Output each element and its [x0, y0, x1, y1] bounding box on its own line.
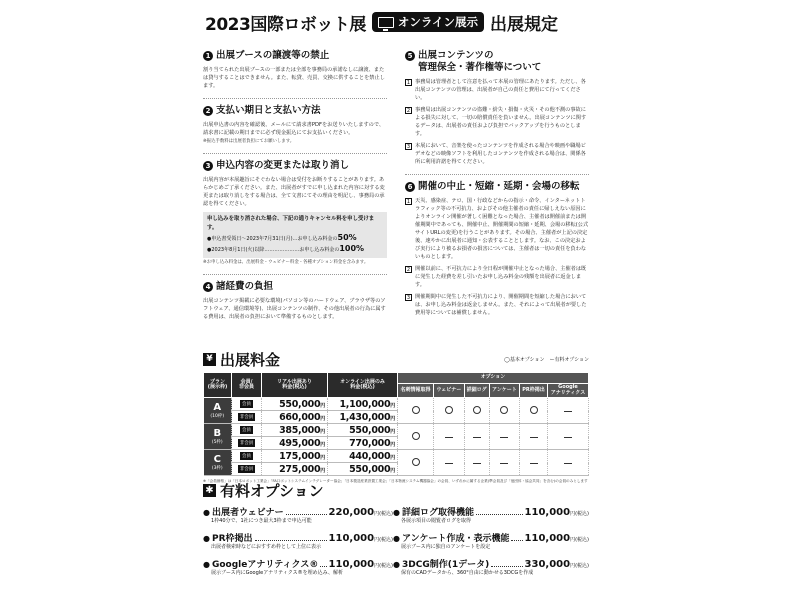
option-price: 220,000 [328, 507, 375, 518]
bullet-icon: ● [393, 560, 400, 569]
online-badge [372, 12, 484, 32]
paid-dash-icon [564, 437, 572, 438]
section-title: 出展コンテンツの 管理保全・著作権等について [418, 50, 542, 73]
cancel-pct-2: 100% [339, 244, 365, 253]
plan-sub: (10枠) [210, 414, 225, 419]
option-line [393, 557, 589, 570]
fees-title: 出展料金 [220, 350, 281, 369]
item-text: 本展において、音楽を使ったコンテンツを作成される場合や映画や職場ビデオなどの映像ソフトを利用したコンテンツを作成される場合は、関係各所に利用許諾を得てください。 [415, 143, 586, 165]
dotted-leader [491, 566, 522, 567]
dotted-leader [320, 566, 326, 567]
section-body: 割り当てられた出展ブースの一部または全部を事務局の承諾なしに譲渡、または貸与することはできません。また、転貸、売買、交換に供することを禁止します。 [203, 67, 385, 89]
option-name: 詳細ログ取得機能 [401, 508, 474, 518]
col-header-opt: Google アナリティクス [547, 384, 588, 398]
section-6 [405, 181, 589, 317]
options-header [203, 480, 589, 500]
member-cell [232, 424, 262, 437]
option-item [393, 505, 589, 525]
page-subtitle: 出展規定 [489, 14, 558, 35]
paid-dash-icon [445, 437, 453, 438]
option-line [393, 531, 589, 544]
section-number: 5 [405, 51, 415, 61]
option-name: アンケート作成・表示機能 [401, 534, 510, 544]
cancel-row-2: ●2023年8月1日(火)以降…………………お申し込み料金の [207, 247, 340, 253]
online-price: 550,000 [349, 424, 391, 436]
option-desc: 出展者検索時などにおすすめ枠として上位に表示 [211, 544, 322, 550]
dotted-leader [476, 514, 523, 515]
item-text: 事務局は出展コンテンツの盗難・紛失・損傷・火災・その他不測の事故による損失に対して、一切の賠償責任を負いません。出展コンテンツに関するデータは、出展者の責任および負担でバックアップを行うものとします。 [415, 107, 587, 137]
option-name: 出展者ウェビナー [211, 508, 284, 518]
dotted-leader [286, 514, 327, 515]
col-header-online: オンライン出展のみ 料金(税込) [328, 373, 398, 398]
item-number: 2 [406, 267, 411, 273]
paid-dash-icon [564, 411, 572, 412]
option-name: 3DCG制作(1データ) [401, 560, 490, 570]
option-availability-cell [520, 450, 548, 476]
yen-unit: 円 [320, 428, 325, 435]
yen-unit: 円 [390, 454, 395, 461]
member-badge: 非会員 [239, 441, 254, 446]
right-column [405, 50, 589, 325]
paid-dash-icon [473, 437, 481, 438]
fees-section [203, 350, 589, 484]
divider [405, 174, 589, 175]
section-title: 諸経費の負担 [216, 281, 274, 292]
plan-sub: (5枠) [211, 440, 223, 445]
col-header-opt: ウェビナー [434, 384, 464, 398]
option-price: 330,000 [524, 559, 571, 570]
list-item [405, 78, 589, 102]
section-number: 1 [203, 51, 213, 61]
options-title: 有料オプション [220, 481, 324, 500]
list-item [405, 106, 589, 138]
col-header-member: 会員/ 非会員 [232, 373, 262, 398]
plan-letter: C [213, 454, 221, 465]
option-line [203, 557, 393, 570]
item-text: 開催期間中に発生した不可抗力により、開催期間を短縮した場合においては、お申し込み料金は返金しません。また、それによって出展者が要した費用等については補償しません。 [415, 294, 587, 316]
yen-unit: 円 [390, 467, 395, 474]
option-line [393, 505, 589, 518]
table-row [204, 424, 589, 437]
option-availability-cell [547, 424, 588, 450]
col-header-real: リアル出展あり 料金(税込) [262, 373, 328, 398]
col-header-options: オプション [398, 373, 589, 384]
member-badge: 会員 [242, 454, 251, 459]
option-availability-cell [434, 398, 464, 424]
dotted-leader [511, 540, 522, 541]
online-price: 770,000 [349, 437, 391, 449]
yen-icon: ¥ [203, 353, 216, 366]
option-availability-cell [520, 424, 548, 450]
yen-unit: 円 [390, 428, 395, 435]
table-row [204, 398, 589, 411]
cancel-intro: 申し込みを取り消された場合、下記の通りキャンセル料を申し受けます。 [207, 216, 375, 231]
real-price: 550,000 [279, 398, 321, 410]
bullet-icon: ● [203, 560, 210, 569]
star-icon: ✱ [203, 484, 216, 497]
member-badge: 会員 [242, 402, 251, 407]
item-number: 3 [406, 295, 411, 301]
online-price-cell [328, 411, 398, 424]
section-title: 支払い期日と支払い方法 [216, 105, 321, 116]
member-cell [232, 463, 262, 476]
list-item [405, 142, 589, 166]
option-availability-cell [464, 398, 489, 424]
bullet-icon: ● [203, 534, 210, 543]
member-badge: 非会員 [239, 415, 254, 420]
page-header [205, 8, 585, 36]
option-availability-cell [398, 450, 434, 476]
real-price-cell [262, 437, 328, 450]
item-text: 事務局は管理者として注意を払って本展の管理にあたります。ただし、各出展コンテンツの管理は、出展者が自己の責任と費用にて行ってください。 [415, 79, 586, 101]
fees-legend: ◯基本オプション ー有料オプション [504, 356, 589, 363]
option-item [203, 557, 393, 577]
fee-table [203, 372, 589, 476]
yen-unit: 円 [390, 415, 395, 422]
cancel-row-1: ●申込書受領日〜2023年7月31日(月)…お申し込み料金の [207, 236, 338, 242]
section-number: 4 [203, 282, 213, 292]
bullet-icon: ● [393, 534, 400, 543]
online-price-cell [328, 463, 398, 476]
option-availability-cell [464, 424, 489, 450]
included-circle-icon [412, 458, 420, 466]
cancel-fee-box [203, 212, 387, 258]
online-price-cell [328, 398, 398, 411]
section-body: 出展コンテンツ掲載に必要な環境(パソコン等のハードウェア、ブラウザ等のソフトウェア、通信環境等)、出展コンテンツの制作、その他出展者の行為に属する費用は、出展者の負担において準備するものとします。 [203, 298, 386, 320]
section-note: ※振込手数料は出展者負担にてお願いします。 [203, 139, 295, 144]
paid-dash-icon [530, 437, 538, 438]
list-item [405, 197, 589, 261]
option-price: 110,000 [328, 559, 375, 570]
option-desc: 保有のCADデータから、360°自由に動かせる3DCGを作成 [401, 570, 534, 576]
option-availability-cell [547, 450, 588, 476]
option-line [203, 531, 393, 544]
yen-unit: 円 [390, 441, 395, 448]
col-header-plan: プラン (展示枠) [204, 373, 232, 398]
plan-sub: (3枠) [211, 466, 223, 471]
fee-table-body [204, 398, 589, 476]
col-header-opt: PR枠掲出 [520, 384, 548, 398]
included-circle-icon [473, 406, 481, 414]
option-unit: 円(税込) [374, 563, 393, 569]
option-line [203, 505, 393, 518]
option-availability-cell [398, 424, 434, 450]
list-item [405, 293, 589, 317]
option-name: PR枠掲出 [211, 534, 253, 544]
real-price-cell [262, 450, 328, 463]
cancel-pct-1: 50% [337, 233, 357, 242]
online-price-cell [328, 437, 398, 450]
bullet-icon: ● [393, 508, 400, 517]
paid-dash-icon [445, 463, 453, 464]
online-price-cell [328, 424, 398, 437]
dotted-leader [255, 540, 327, 541]
col-header-opt: アンケート [489, 384, 519, 398]
option-item [393, 531, 589, 551]
divider [203, 98, 387, 99]
member-badge: 会員 [242, 428, 251, 433]
yen-unit: 円 [320, 454, 325, 461]
page-title: 2023国際ロボット展 [205, 14, 366, 35]
included-circle-icon [500, 406, 508, 414]
option-unit: 円(税込) [570, 537, 589, 543]
real-price: 175,000 [279, 450, 321, 462]
col-header-opt: 名刺情報取得 [398, 384, 434, 398]
yen-unit: 円 [320, 415, 325, 422]
yen-unit: 円 [320, 441, 325, 448]
paid-dash-icon [530, 463, 538, 464]
option-availability-cell [434, 424, 464, 450]
col-header-opt: 詳細ログ [464, 384, 489, 398]
item-number: 2 [406, 108, 411, 114]
member-cell [232, 437, 262, 450]
fee-note: ※「会員価格」は「日本ロボット工業会」「FA口ボットシステムインテグレーター協会」「日本製造産業設置工業会」「日本物流システム機器協会」の会員、いずれかに属する企業(準会員及び「他団体・協会共同」を含む)の会員のみとします [203, 479, 588, 483]
option-availability-cell [520, 398, 548, 424]
real-price: 385,000 [279, 424, 321, 436]
option-item [393, 557, 589, 577]
option-unit: 円(税込) [374, 511, 393, 517]
divider [203, 153, 387, 154]
option-availability-cell [547, 398, 588, 424]
options-grid [203, 505, 589, 577]
table-row [204, 450, 589, 463]
included-circle-icon [412, 432, 420, 440]
real-price: 495,000 [279, 437, 321, 449]
included-circle-icon [530, 406, 538, 414]
online-badge-label: オンライン展示 [397, 15, 478, 29]
option-name: Googleアナリティクス® [211, 560, 319, 570]
yen-unit: 円 [390, 402, 395, 409]
option-unit: 円(税込) [374, 537, 393, 543]
option-availability-cell [489, 424, 519, 450]
section-5 [405, 50, 589, 166]
section-number: 6 [405, 182, 415, 192]
option-availability-cell [434, 450, 464, 476]
monitor-icon [378, 17, 394, 28]
option-unit: 円(税込) [570, 563, 589, 569]
option-unit: 円(税込) [570, 511, 589, 517]
yen-unit: 円 [320, 467, 325, 474]
member-cell [232, 411, 262, 424]
bullet-icon: ● [203, 508, 210, 517]
plan-cell [204, 424, 232, 450]
section-number: 3 [203, 161, 213, 171]
section-title: 出展ブースの譲渡等の禁止 [216, 50, 330, 61]
section-4 [203, 281, 387, 321]
fees-header [203, 350, 589, 368]
option-availability-cell [489, 398, 519, 424]
option-item [203, 531, 393, 551]
real-price-cell [262, 424, 328, 437]
option-price: 110,000 [524, 533, 571, 544]
online-price: 1,100,000 [339, 398, 391, 410]
paid-dash-icon [564, 463, 572, 464]
item-text: 天災、感染症、テロ、国・行政などからの指示・命令、インターネットトラフィック等の不可抗力、およびその他主催者の責任に帰しえない原因によりオンライン開催が著しく困難となった場合、主催者は開催前または開催期間中であっても、開催中止、開催期間の短縮・延期、会場の移転(公式サイトURLの変更)を行うことがあります。その場合、主催者が上記の決定後、速やかに出展者に通知・公表することとします。なお、この決定および実行により被るお損者の損害については、主催者は一切の責任を負わないものとします。 [415, 198, 589, 260]
paid-dash-icon [473, 463, 481, 464]
option-desc: 展示ブース内に独自のアンケートを設定 [401, 544, 491, 550]
item-number: 1 [406, 80, 411, 86]
section-3 [203, 160, 387, 266]
real-price: 660,000 [279, 411, 321, 423]
section-title: 開催の中止・短縮・延期・会場の移転 [418, 181, 580, 192]
section-1 [203, 50, 387, 90]
option-availability-cell [464, 450, 489, 476]
left-column [203, 50, 387, 329]
plan-cell [204, 398, 232, 424]
member-cell [232, 450, 262, 463]
real-price-cell [262, 411, 328, 424]
member-badge: 非会員 [239, 467, 254, 472]
option-desc: 1枠40分で、1社につき最大3枠まで申込可能 [211, 518, 312, 524]
option-price: 110,000 [328, 533, 375, 544]
included-circle-icon [445, 406, 453, 414]
paid-dash-icon [500, 463, 508, 464]
real-price-cell [262, 463, 328, 476]
list-item [405, 265, 589, 289]
option-desc: 各展示項目の閲覧者ログを取得 [401, 518, 472, 524]
online-price: 550,000 [349, 463, 391, 475]
real-price-cell [262, 398, 328, 411]
option-desc: 展示ブース内にGoogleアナリティクス®を埋め込み、解析 [211, 570, 343, 576]
option-availability-cell [398, 398, 434, 424]
section-body: 出展申込書の内容を確認後、メールにて請求書PDFをお送りいたしますので、請求書に記載の期日までに必ず現金振込にてお支払いください。 [203, 122, 385, 136]
plan-cell [204, 450, 232, 476]
item-text: 開催以前に、不可抗力により全日程が開催中止となった場合、主催者は既に発生した経費を差し引いたお申し込み料金の残額を出展者に返金します。 [415, 266, 587, 288]
real-price: 275,000 [279, 463, 321, 475]
section-number: 2 [203, 106, 213, 116]
option-item [203, 505, 393, 525]
section-body: 出展内容が本展趣旨にそぐわない場合は受付をお断りすることがあります。あらかじめご了承ください。また、出展者がすでに申し込まれた内容に対する変更または取り消しをする場合は、全て文書にてその理由を明記し、事務局の承認を得てください。 [203, 177, 385, 207]
online-price: 440,000 [349, 450, 391, 462]
online-price-cell [328, 450, 398, 463]
option-availability-cell [489, 450, 519, 476]
divider [203, 274, 387, 275]
plan-letter: A [213, 402, 222, 413]
included-circle-icon [412, 406, 420, 414]
options-section [203, 480, 589, 577]
item-number: 3 [406, 144, 411, 150]
section-note: ※お申し込み料金は、出展料金・ウェビナー料金・各種オプション料金を含みます。 [203, 260, 369, 265]
item-number: 1 [406, 199, 411, 205]
section-title: 申込内容の変更または取り消し [216, 160, 350, 171]
online-price: 1,430,000 [339, 411, 391, 423]
member-cell [232, 398, 262, 411]
plan-letter: B [213, 428, 222, 439]
yen-unit: 円 [320, 402, 325, 409]
paid-dash-icon [500, 437, 508, 438]
option-price: 110,000 [524, 507, 571, 518]
section-2 [203, 105, 387, 145]
